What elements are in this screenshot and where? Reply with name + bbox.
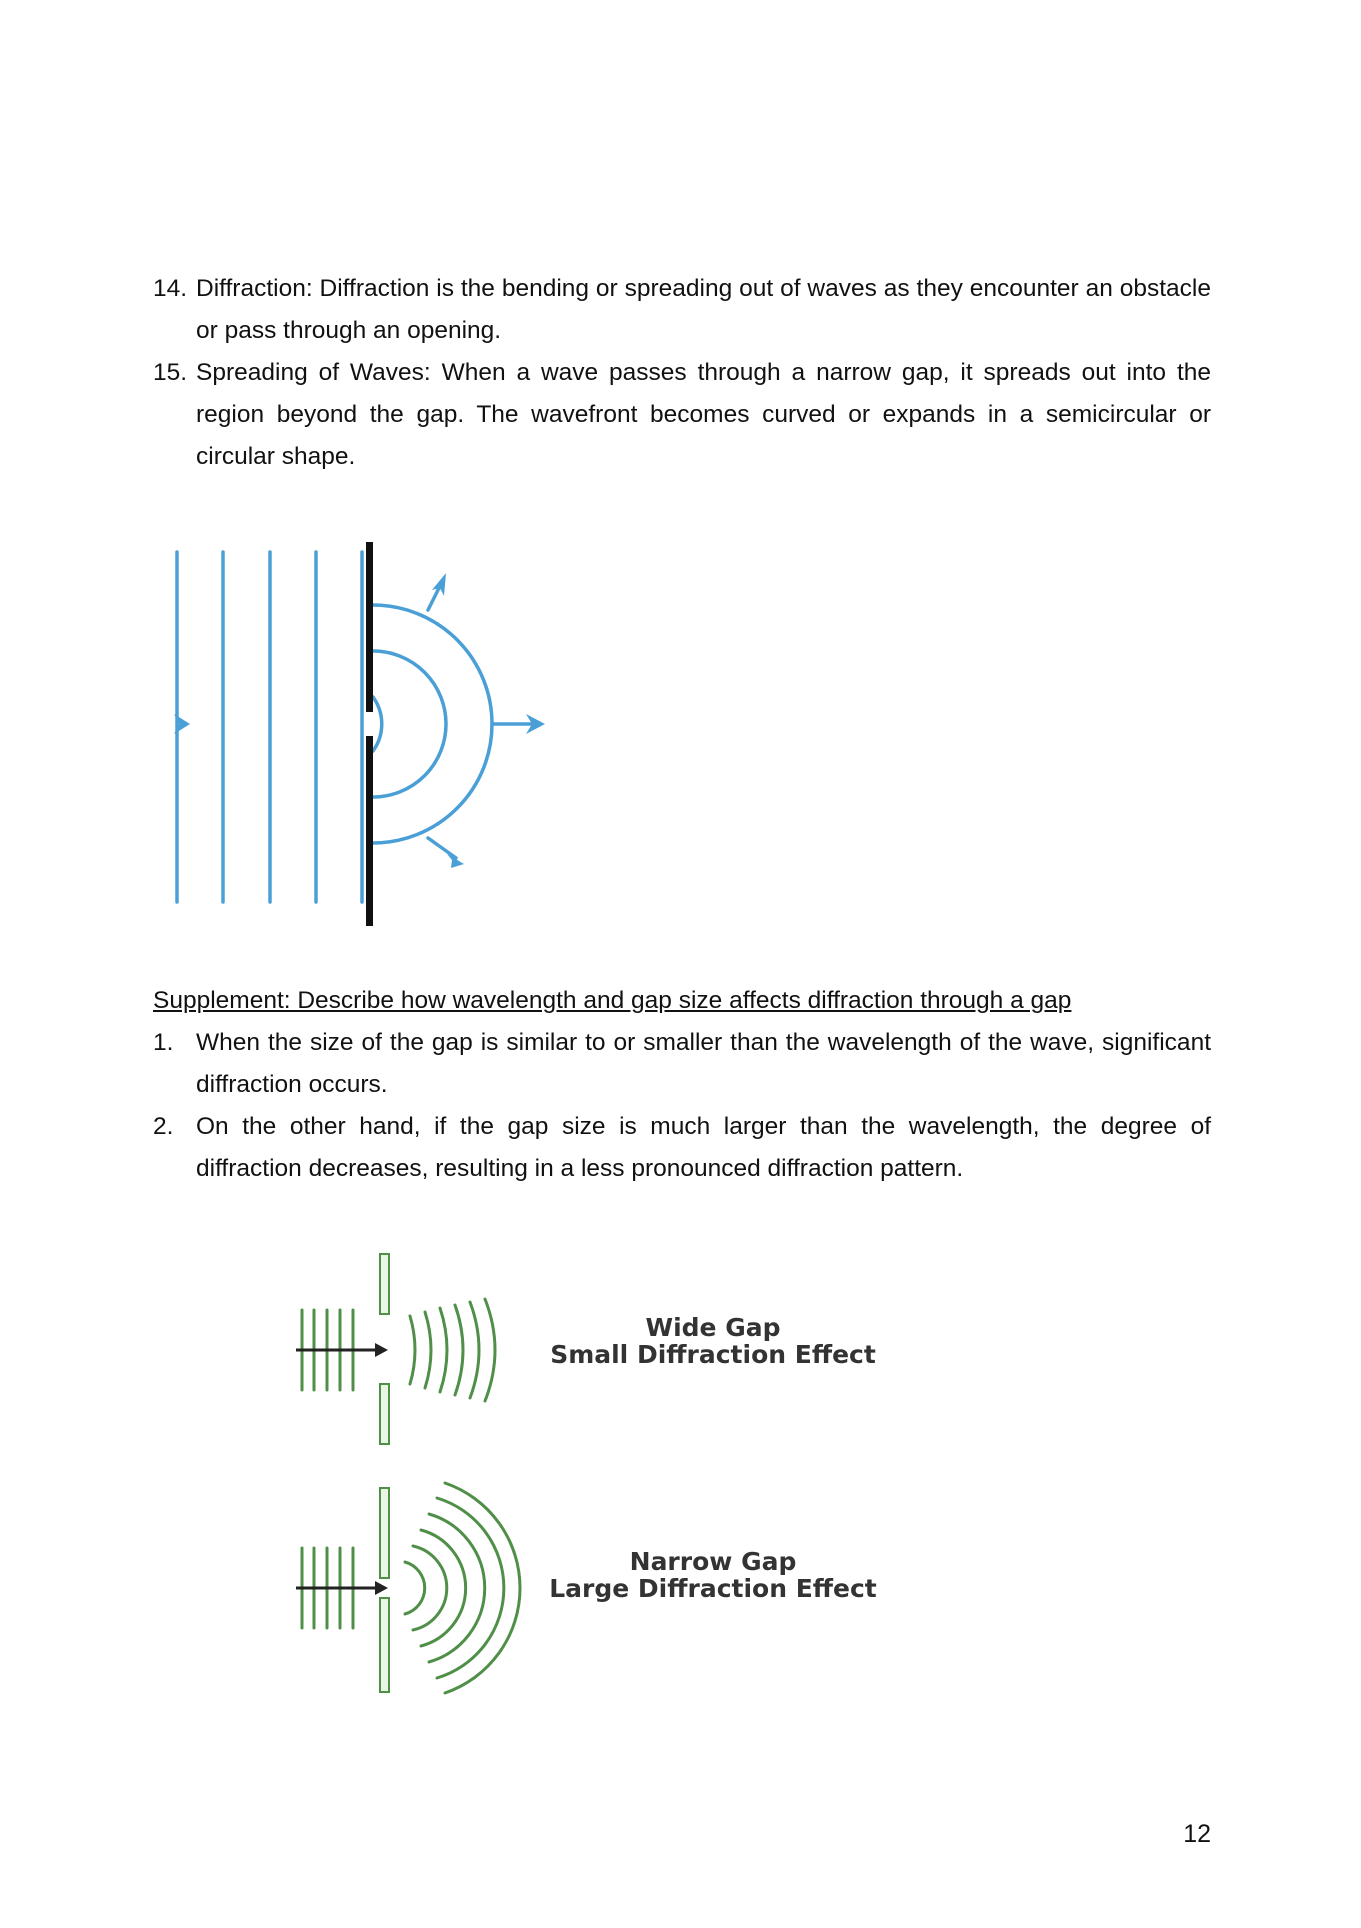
diffracted-wavefront [410, 1316, 415, 1384]
list-number: 2. [153, 1113, 174, 1140]
curved-wavefront-large [373, 605, 492, 843]
narrow-gap-title: Narrow Gap [629, 1547, 797, 1576]
arrow-head-up [432, 573, 446, 596]
diffracted-wavefront [405, 1562, 425, 1614]
list-item-1 [153, 1022, 1211, 1106]
wide-gap-title: Wide Gap [645, 1313, 781, 1342]
page-number: 12 [1183, 1820, 1211, 1848]
diffracted-wavefront [440, 1308, 447, 1392]
list-number: 1. [153, 1029, 174, 1056]
wide-gap-label [548, 1314, 878, 1368]
list-item-15 [153, 352, 1211, 478]
barrier-bottom [380, 1598, 389, 1692]
diffracted-wavefront [413, 1546, 447, 1630]
direction-arrow-head [375, 1343, 388, 1357]
diffracted-wavefront [455, 1305, 463, 1395]
barrier-top [380, 1488, 389, 1578]
narrow-gap-label [548, 1548, 878, 1602]
diffracted-wavefront [470, 1302, 479, 1398]
barrier-top [380, 1254, 389, 1314]
barrier-top [366, 542, 373, 712]
diffracted-wavefront [485, 1299, 495, 1401]
curved-wavefront-medium [373, 651, 446, 797]
list-text: Spreading of Waves: When a wave passes through a narrow gap, it spreads out into the region beyond the gap. The wavefront becomes curved or expands in a semicircular or circular shape. [196, 359, 1211, 470]
list-number: 15. [153, 359, 188, 386]
list-number: 14. [153, 275, 188, 302]
direction-arrow-head [375, 1581, 388, 1595]
wide-gap-subtitle: Small Diffraction Effect [550, 1340, 876, 1369]
diffraction-diagram [160, 538, 560, 930]
list-text: Diffraction: Diffraction is the bending or spreading out of waves as they encounter an obstacle or pass through an opening. [196, 275, 1211, 344]
barrier-bottom [366, 736, 373, 926]
diffracted-wavefront [421, 1530, 466, 1646]
supplement-heading: Supplement: Describe how wavelength and gap size affects diffraction through a gap [153, 987, 1072, 1014]
wide-gap-diagram [290, 1250, 540, 1450]
narrow-gap-diagram [290, 1480, 540, 1700]
list-text: When the size of the gap is similar to or smaller than the wavelength of the wave, significant diffraction occurs. [196, 1029, 1211, 1098]
list-item-14 [153, 268, 1211, 352]
diffracted-wavefront [425, 1312, 431, 1388]
diffracted-wavefront [445, 1483, 520, 1693]
barrier-bottom [380, 1384, 389, 1444]
curved-wavefront-small [373, 697, 382, 751]
list-item-2 [153, 1106, 1211, 1190]
narrow-gap-subtitle: Large Diffraction Effect [549, 1574, 877, 1603]
arrow-down-shaft [428, 838, 456, 858]
list-text: On the other hand, if the gap size is much larger than the wavelength, the degree of diffraction decreases, resulting in a less pronounced diffraction pattern. [196, 1113, 1211, 1182]
